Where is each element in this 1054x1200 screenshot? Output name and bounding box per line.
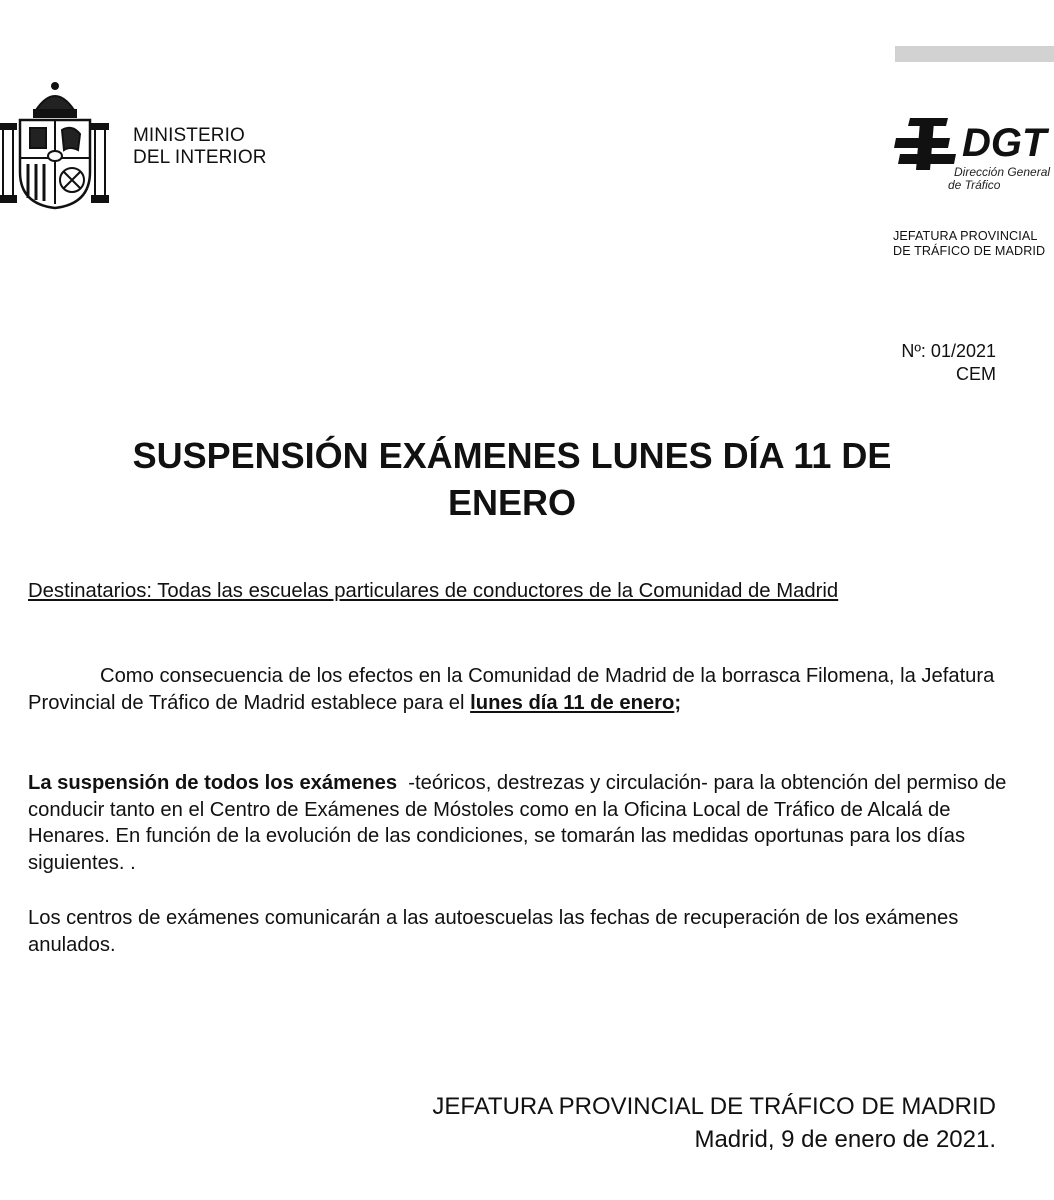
document-title-line1: SUSPENSIÓN EXÁMENES LUNES DÍA 11 DE: [132, 435, 892, 476]
office-name-line2: DE TRÁFICO DE MADRID: [893, 244, 1046, 258]
ministry-name-line1: MINISTERIO: [133, 125, 245, 146]
paragraph-1-text: Como consecuencia de los efectos en la Comunidad de Madrid de la borrasca Filomena, la Jefatura Provincial de Tráfico de Madrid establece para el: [28, 665, 995, 714]
signature-office: JEFATURA PROVINCIAL DE TRÁFICO DE MADRID: [432, 1093, 996, 1120]
document-number: Nº: 01/2021: [901, 341, 996, 361]
coat-of-arms-logo: [0, 80, 110, 212]
recipients-line: Destinatarios: Todas las escuelas particulares de conductores de la Comunidad de Madrid: [28, 580, 839, 602]
dgt-subtitle-line2: de Tráfico: [948, 178, 1001, 192]
paragraph-2-emphasis: La suspensión de todos los exámenes: [28, 772, 398, 794]
paragraph-1-end: ;: [674, 691, 682, 714]
document-title: [40, 432, 984, 526]
top-gray-bar: [895, 46, 1054, 62]
document-title-line2: ENERO: [447, 482, 577, 523]
paragraph-2-text: -teóricos, destrezas y circulación- para la obtención del permiso de conducir tanto en el Centro de Exámenes de Móstoles como en la Oficina Local de Tráfico de Alcalá de Henares. En función de la evolución de las condiciones, se tomarán las medidas oportunas para los días siguientes. .: [28, 772, 1012, 874]
ministry-name-line2: DEL INTERIOR: [133, 147, 267, 168]
paragraph-1: [28, 663, 1008, 716]
dgt-brand-text: DGT: [962, 121, 1047, 165]
paragraph-2: [28, 770, 1012, 876]
dgt-subtitle-line1: Dirección General: [954, 165, 1051, 179]
signature-place-date: Madrid, 9 de enero de 2021.: [694, 1126, 996, 1153]
signature-block: [432, 1090, 996, 1156]
dgt-logo: [890, 118, 1054, 198]
document-reference: [901, 340, 996, 386]
ministry-name: [133, 125, 267, 169]
office-name-line1: JEFATURA PROVINCIAL: [893, 229, 1038, 243]
paragraph-1-emphasis: lunes día 11 de enero: [470, 691, 675, 714]
office-name: [893, 229, 1045, 259]
paragraph-3: Los centros de exámenes comunicarán a las autoescuelas las fechas de recuperación de los exámenes anulados.: [28, 907, 959, 956]
document-code: CEM: [956, 364, 996, 384]
